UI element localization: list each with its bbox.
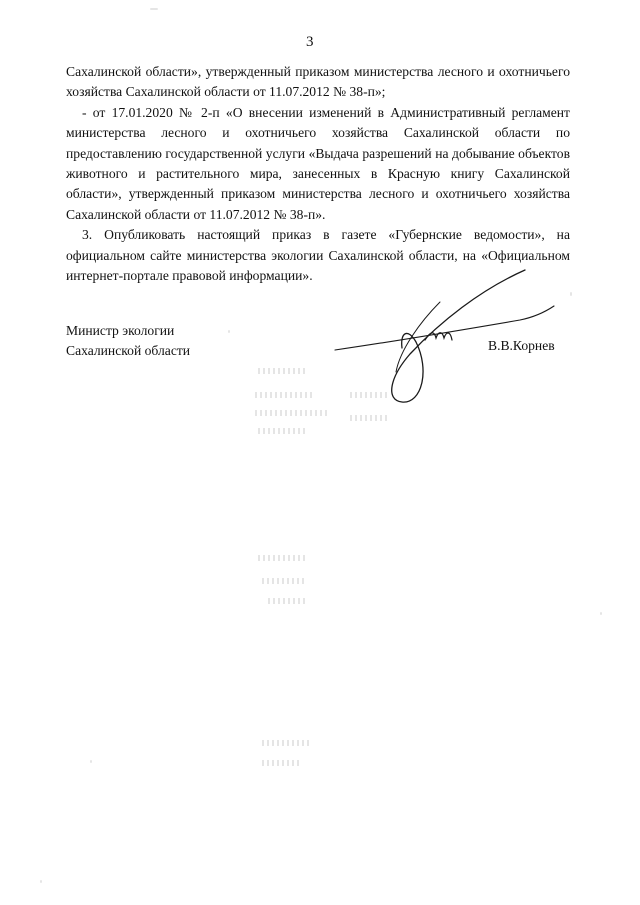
scan-artifact [268, 598, 308, 604]
signatory-title [66, 321, 190, 362]
paragraph-amendment-item: - от 17.01.2020 № 2-п «О внесении изменений в Административный регламент министерства лесного и охотничьего хозяйства Сахалинской области по предоставлению государственной услуги «Выдача разрешений на добывание объектов животного и растительного мира, занесенных в Красную книгу Сахалинской области», утвержденный приказом министерства лесного и охотничьего хозяйства Сахалинской области от 11.07.2012 № 38-п». [66, 104, 570, 222]
paragraph-publish-order: 3. Опубликовать настоящий приказ в газете «Губернские ведомости», на официальном сайте министерства экологии Сахалинской области, на «Официальном интернет-портале правовой информации». [66, 227, 570, 284]
scan-artifact [90, 760, 92, 763]
scan-artifact [262, 760, 302, 766]
scan-artifact [258, 368, 308, 374]
scan-artifact [150, 8, 158, 10]
scan-artifact [258, 428, 308, 434]
handwritten-signature [330, 262, 560, 412]
scan-artifact [255, 410, 330, 416]
scan-artifact [570, 292, 572, 296]
scan-artifact [262, 740, 312, 746]
document-body [66, 62, 570, 286]
scan-artifact [262, 578, 307, 584]
signatory-title-line: Министр экологии [66, 323, 175, 338]
paragraph-continuation: Сахалинской области», утвержденный приказом министерства лесного и охотничьего хозяйства Сахалинской области от 11.07.2012 № 38-п»; [66, 64, 570, 100]
signatory-name: В.В.Корнев [488, 338, 555, 353]
scan-artifact [255, 392, 315, 398]
page-number: 3 [306, 34, 314, 50]
signatory-title-line: Сахалинской области [66, 343, 191, 359]
scan-artifact [228, 330, 230, 333]
scan-artifact [600, 612, 602, 615]
scan-artifact [350, 415, 390, 421]
scan-artifact [40, 880, 42, 883]
scan-artifact [258, 555, 308, 561]
